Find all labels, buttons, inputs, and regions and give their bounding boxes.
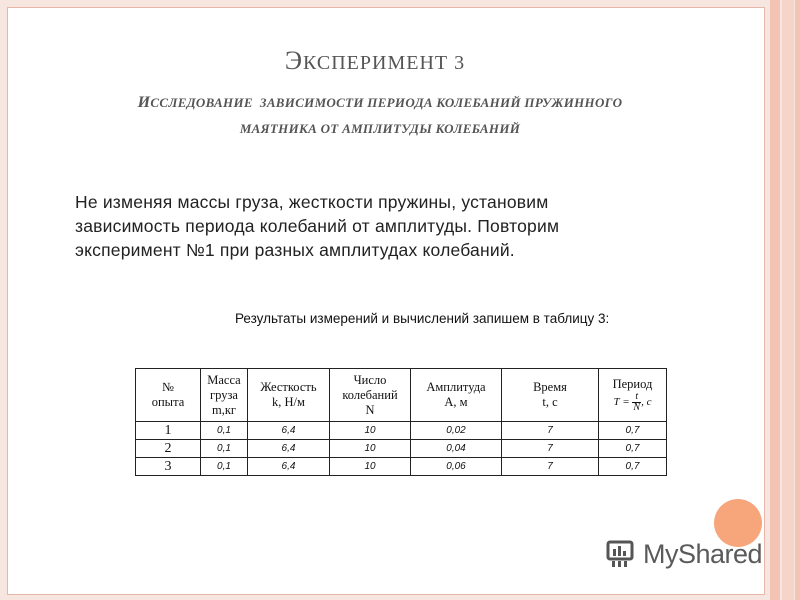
myshared-logo[interactable] xyxy=(606,538,762,570)
subtitle-line-2: МАЯТНИКА ОТ АМПЛИТУДЫ КОЛЕБАНИЙ xyxy=(239,121,521,136)
decor-band xyxy=(782,0,794,600)
table-cell: 10 xyxy=(330,422,411,440)
body-line: зависимость периода колебаний от амплитуды. Повторим xyxy=(75,216,560,236)
table-cell: 7 xyxy=(502,440,599,458)
table-cell: 0,7 xyxy=(599,458,667,476)
table-cell: 7 xyxy=(502,422,599,440)
table-cell: 0,7 xyxy=(599,440,667,458)
decor-band xyxy=(770,0,780,600)
header-experiment-no xyxy=(136,369,201,422)
subtitle-line-1 xyxy=(60,90,700,116)
period-formula xyxy=(599,392,666,413)
decor-band xyxy=(795,0,800,600)
myshared-logo-icon xyxy=(606,539,640,569)
slide-title xyxy=(0,46,750,76)
header-time xyxy=(502,369,599,422)
header-text: колебаний xyxy=(342,387,398,402)
formula-numerator: t xyxy=(632,392,641,403)
table-cell: 6,4 xyxy=(248,440,330,458)
subtitle-initial: И xyxy=(137,94,151,111)
header-text: Амплитуда xyxy=(426,380,486,394)
header-text: Жесткость xyxy=(260,380,317,394)
table-cell: 7 xyxy=(502,458,599,476)
header-text: A, м xyxy=(444,395,468,409)
header-text: Масса xyxy=(207,372,241,387)
header-text: t, с xyxy=(542,395,558,409)
table-cell: 0,04 xyxy=(411,440,502,458)
table-cell: 10 xyxy=(330,458,411,476)
table-cell: 6,4 xyxy=(248,422,330,440)
body-paragraph xyxy=(75,190,675,262)
header-period xyxy=(599,369,667,422)
header-stiffness xyxy=(248,369,330,422)
header-mass xyxy=(201,369,248,422)
table-cell: 3 xyxy=(136,458,201,476)
table-row xyxy=(136,458,667,476)
table-cell: 2 xyxy=(136,440,201,458)
header-text: груза xyxy=(210,387,238,402)
results-table xyxy=(135,368,667,476)
header-text: N xyxy=(365,402,375,417)
slide-subtitle xyxy=(60,90,700,142)
table-cell: 0,06 xyxy=(411,458,502,476)
header-text: m,кг xyxy=(211,402,237,417)
table-cell: 0,7 xyxy=(599,422,667,440)
table-cell: 0,1 xyxy=(201,458,248,476)
formula-fraction xyxy=(632,392,641,413)
body-line: эксперимент №1 при разных амплитудах колебаний. xyxy=(75,240,515,260)
table-row xyxy=(136,440,667,458)
table-cell: 6,4 xyxy=(248,458,330,476)
formula-denominator: N xyxy=(633,402,641,413)
formula-lhs: T = xyxy=(613,396,630,409)
table-header-row xyxy=(136,369,667,422)
header-text: Период xyxy=(612,377,653,391)
body-line: Не изменяя массы груза, жесткости пружины, установим xyxy=(75,192,549,212)
logo-text: MyShared xyxy=(643,538,763,569)
formula-unit: , с xyxy=(641,396,652,409)
title-rest: КСПЕРИМЕНТ 3 xyxy=(303,52,466,74)
subtitle-rest: ССЛЕДОВАНИЕ ЗАВИСИМОСТИ ПЕРИОДА КОЛЕБАНИЙ ПРУЖИННОГО xyxy=(150,95,623,110)
table-cell: 10 xyxy=(330,440,411,458)
header-text: № xyxy=(162,380,174,394)
header-text: Число xyxy=(353,372,387,387)
header-text: опыта xyxy=(151,395,185,409)
header-oscillations xyxy=(330,369,411,422)
header-text: Время xyxy=(533,380,567,394)
title-initial: Э xyxy=(284,46,304,75)
table-row xyxy=(136,422,667,440)
table-cell: 0,02 xyxy=(411,422,502,440)
table-cell: 0,1 xyxy=(201,440,248,458)
header-text: k, Н/м xyxy=(272,395,305,409)
table-caption: Результаты измерений и вычислений запишем в таблицу 3: xyxy=(235,311,610,326)
table-cell: 1 xyxy=(136,422,201,440)
header-amplitude xyxy=(411,369,502,422)
table-cell: 0,1 xyxy=(201,422,248,440)
